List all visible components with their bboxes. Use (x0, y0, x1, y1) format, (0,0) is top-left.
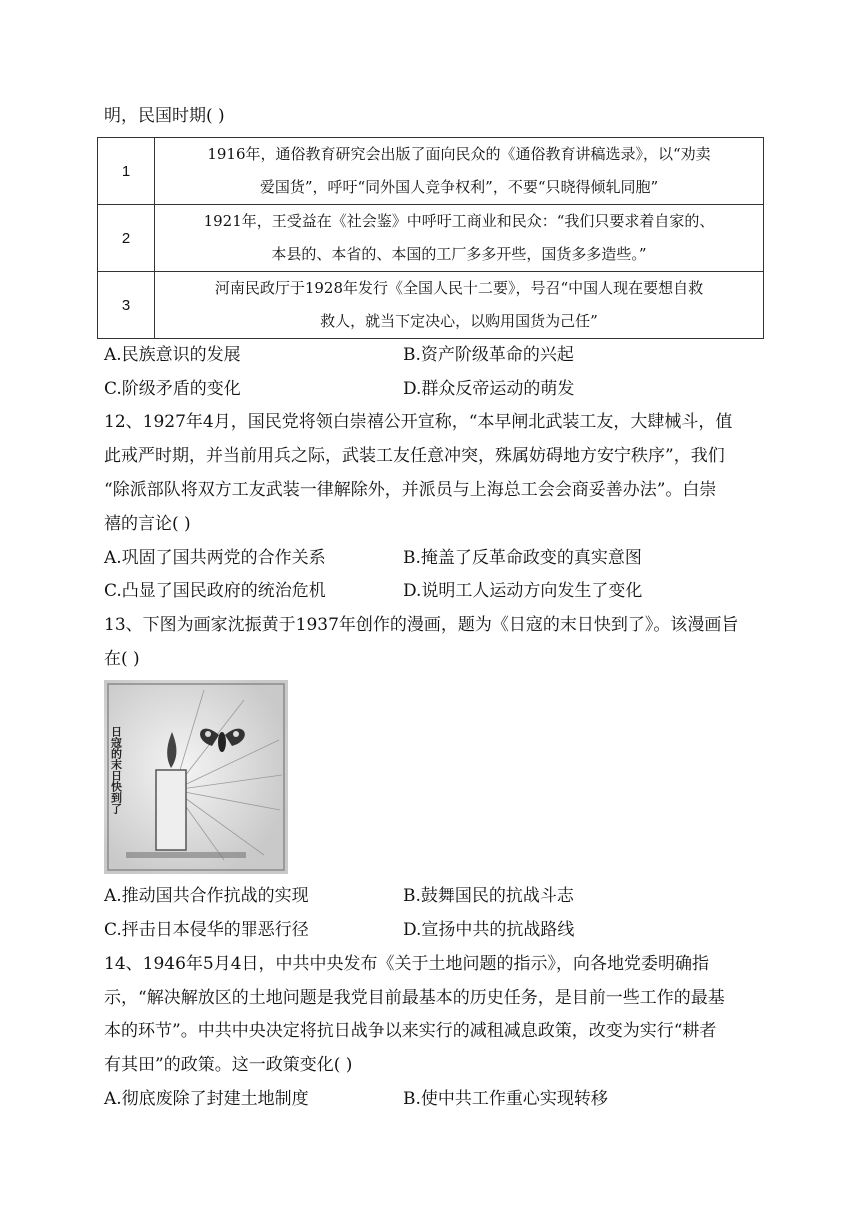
q11-option-c[interactable]: C.阶级矛盾的变化 (104, 379, 241, 399)
table-row (98, 205, 764, 272)
row-text-line: 本县的、本省的、本国的工厂多多开些，国货多多造些。” (271, 245, 647, 263)
q13-option-a[interactable]: A.推动国共合作抗战的实现 (104, 886, 309, 906)
q13-option-c[interactable]: C.抨击日本侵华的罪恶行径 (104, 920, 309, 940)
q12-stem-line: “除派部队将双方工友武装一律解除外，并派员与上海总工会会商妥善办法”。白崇 (104, 480, 717, 500)
q14-stem-line: 示，“解决解放区的土地问题是我党目前最基本的历史任务，是目前一些工作的最基 (104, 988, 725, 1008)
q11-option-d[interactable]: D.群众反帝运动的萌发 (403, 379, 575, 399)
q14-stem-line: 本的环节”。中共中央决定将抗日战争以来实行的减租减息政策，改变为实行“耕者 (104, 1021, 717, 1041)
q13-stem-line: 13、下图为画家沈振黄于1937年创作的漫画，题为《日寇的末日快到了》。该漫画旨 (104, 615, 739, 635)
question-11-stem-tail: 明，民国时期( ) (104, 106, 225, 126)
q12-option-b[interactable]: B.掩盖了反革命政变的真实意图 (403, 548, 642, 568)
cartoon-image (104, 680, 288, 874)
row-text (155, 138, 764, 205)
row-text-line: 1921年，王受益在《社会鉴》中呼吁工商业和民众：“我们只要求着自家的、 (203, 212, 715, 230)
source-table (97, 137, 764, 339)
q12-stem-line: 12、1927年4月，国民党将领白崇禧公开宣称，“本早闸北武装工友，大肆械斗，值 (104, 412, 733, 432)
q14-option-a[interactable]: A.彻底废除了封建土地制度 (104, 1089, 309, 1109)
q12-option-d[interactable]: D.说明工人运动方向发生了变化 (403, 581, 643, 601)
q12-stem-line: 此戒严时期，并当前用兵之际，武装工友任意冲突，殊属妨碍地方安宁秩序”，我们 (104, 446, 725, 466)
row-text-line: 救人，就当下定决心，以购用国货为己任” (320, 312, 598, 330)
table-row (98, 272, 764, 339)
row-number: 3 (98, 272, 155, 339)
q12-option-c[interactable]: C.凸显了国民政府的统治危机 (104, 581, 326, 601)
row-text-line: 爱国货”，呼吁“同外国人竞争权利”，不要“只晓得倾轧同胞” (259, 178, 659, 196)
q13-option-d[interactable]: D.宣扬中共的抗战路线 (403, 920, 575, 940)
row-text (155, 205, 764, 272)
svg-text:日寇的末日快到了: 日寇的末日快到了 (109, 726, 123, 814)
row-number: 1 (98, 138, 155, 205)
q13-option-b[interactable]: B.鼓舞国民的抗战斗志 (403, 886, 574, 906)
row-text-line: 河南民政厅于1928年发行《全国人民十二要》，号召“中国人现在要想自救 (214, 279, 704, 297)
q14-option-b[interactable]: B.使中共工作重心实现转移 (403, 1089, 608, 1109)
q11-option-b[interactable]: B.资产阶级革命的兴起 (403, 345, 574, 365)
table-row (98, 138, 764, 205)
q14-stem-line: 有其田”的政策。这一政策变化( ) (104, 1055, 353, 1075)
row-number: 2 (98, 205, 155, 272)
row-text-line: 1916年，通俗教育研究会出版了面向民众的《通俗教育讲稿选录》，以“劝卖 (207, 145, 711, 163)
q12-stem-line: 禧的言论( ) (104, 514, 191, 534)
q11-option-a[interactable]: A.民族意识的发展 (104, 345, 241, 365)
row-text (155, 272, 764, 339)
cartoon-title (110, 726, 123, 815)
q12-option-a[interactable]: A.巩固了国共两党的合作关系 (104, 548, 326, 568)
q14-stem-line: 14、1946年5月4日，中共中央发布《关于土地问题的指示》，向各地党委明确指 (104, 954, 710, 974)
candle-shape (156, 770, 186, 850)
q13-stem-line: 在( ) (104, 649, 140, 669)
